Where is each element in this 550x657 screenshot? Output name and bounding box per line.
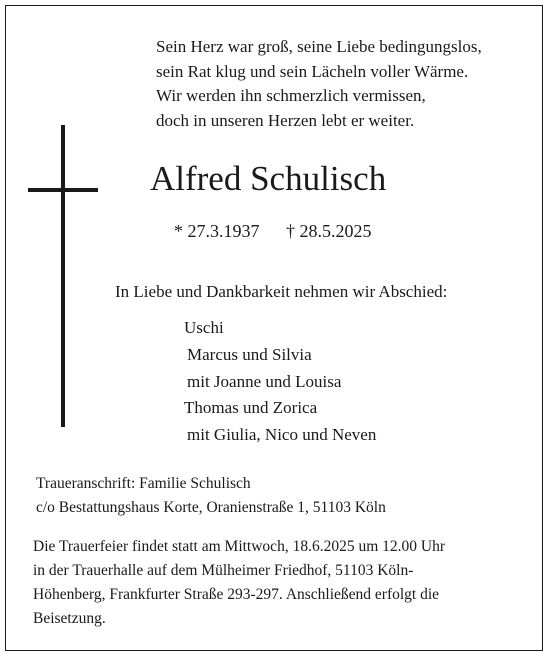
- address-line: Traueranschrift: Familie Schulisch: [36, 475, 251, 492]
- cross-icon-horizontal: [28, 188, 98, 192]
- memorial-poem: [156, 35, 482, 133]
- ceremony-line: in der Trauerhalle auf dem Mülheimer Friedhof, 51103 Köln-: [33, 562, 414, 579]
- deceased-name: Alfred Schulisch: [150, 159, 387, 198]
- mourning-address: [36, 472, 386, 520]
- mourner-line: Uschi: [184, 318, 224, 337]
- ceremony-line: Beisetzung.: [33, 610, 106, 627]
- ceremony-info: [33, 535, 445, 631]
- poem-line: doch in unseren Herzen lebt er weiter.: [156, 110, 415, 130]
- cross-icon-vertical: [61, 125, 65, 427]
- ceremony-line: Höhenberg, Frankfurter Straße 293-297. Anschließend erfolgt die: [33, 586, 440, 603]
- birth-date: * 27.3.1937: [174, 221, 260, 241]
- death-date: † 28.5.2025: [286, 221, 372, 241]
- poem-line: Wir werden ihn schmerzlich vermissen,: [156, 86, 426, 105]
- mourner-line: Thomas und Zorica: [184, 398, 318, 417]
- mourner-line: mit Joanne und Louisa: [187, 372, 342, 391]
- farewell-statement: In Liebe und Dankbarkeit nehmen wir Abschied:: [115, 282, 448, 301]
- poem-line: Sein Herz war groß, seine Liebe bedingungslos,: [156, 37, 482, 56]
- life-dates: [174, 219, 372, 243]
- mourner-line: Marcus und Silvia: [187, 345, 312, 364]
- mourner-line: mit Giulia, Nico und Neven: [187, 425, 377, 444]
- address-line: c/o Bestattungshaus Korte, Oranienstraße 1, 51103 Köln: [36, 499, 386, 516]
- ceremony-line: Die Trauerfeier findet statt am Mittwoch, 18.6.2025 um 12.00 Uhr: [33, 538, 445, 555]
- poem-line: sein Rat klug und sein Lächeln voller Wärme.: [156, 61, 469, 81]
